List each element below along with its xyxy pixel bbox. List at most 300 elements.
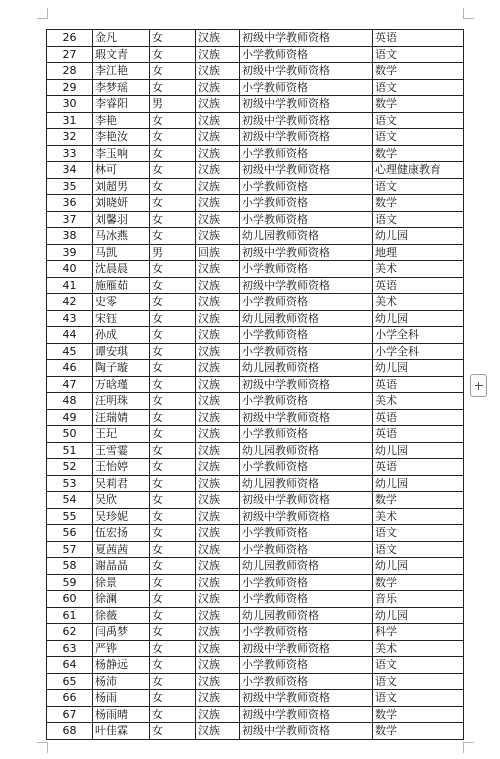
table-row — [47, 591, 464, 608]
row-number-cell: 46 — [47, 360, 93, 377]
qualification-cell: 初级中学教师资格 — [240, 277, 373, 294]
qualification-cell: 小学教师资格 — [240, 591, 373, 608]
qualification-cell: 幼儿园教师资格 — [240, 360, 373, 377]
name-cell: 刘馨羽 — [93, 211, 150, 228]
table-row — [47, 96, 464, 113]
table-row — [47, 409, 464, 426]
gender-cell: 女 — [150, 624, 196, 641]
table-row — [47, 508, 464, 525]
subject-cell: 数学 — [373, 63, 464, 80]
subject-cell: 语文 — [373, 211, 464, 228]
name-cell: 金凡 — [93, 30, 150, 47]
row-number-cell: 57 — [47, 541, 93, 558]
gender-cell: 女 — [150, 63, 196, 80]
table-row — [47, 244, 464, 261]
table-row — [47, 541, 464, 558]
row-number-cell: 54 — [47, 492, 93, 509]
subject-cell: 心理健康教育 — [373, 162, 464, 179]
qualification-cell: 小学教师资格 — [240, 211, 373, 228]
subject-cell: 语文 — [373, 690, 464, 707]
name-cell: 徐景 — [93, 574, 150, 591]
qualification-cell: 小学教师资格 — [240, 79, 373, 96]
gender-cell: 女 — [150, 558, 196, 575]
subject-cell: 音乐 — [373, 591, 464, 608]
subject-cell: 美术 — [373, 261, 464, 278]
name-cell: 谭安琪 — [93, 343, 150, 360]
name-cell: 夏茜茜 — [93, 541, 150, 558]
gender-cell: 女 — [150, 426, 196, 443]
subject-cell: 语文 — [373, 46, 464, 63]
name-cell: 刘超男 — [93, 178, 150, 195]
qualification-cell: 小学教师资格 — [240, 426, 373, 443]
gender-cell: 女 — [150, 79, 196, 96]
subject-cell: 语文 — [373, 673, 464, 690]
subject-cell: 科学 — [373, 624, 464, 641]
gender-cell: 女 — [150, 195, 196, 212]
name-cell: 史零 — [93, 294, 150, 311]
name-cell: 徐薇 — [93, 607, 150, 624]
qualification-cell: 幼儿园教师资格 — [240, 558, 373, 575]
ethnicity-cell: 汉族 — [196, 277, 240, 294]
table-row — [47, 525, 464, 542]
ethnicity-cell: 汉族 — [196, 426, 240, 443]
name-cell: 林可 — [93, 162, 150, 179]
subject-cell: 数学 — [373, 723, 464, 740]
table-row — [47, 690, 464, 707]
subject-cell: 数学 — [373, 195, 464, 212]
table-row — [47, 63, 464, 80]
qualification-cell: 小学教师资格 — [240, 178, 373, 195]
name-cell: 李艳 — [93, 112, 150, 129]
table-row — [47, 624, 464, 641]
subject-cell: 语文 — [373, 525, 464, 542]
name-cell: 万晗瑾 — [93, 376, 150, 393]
qualification-cell: 小学教师资格 — [240, 541, 373, 558]
row-number-cell: 53 — [47, 475, 93, 492]
name-cell: 杨静远 — [93, 657, 150, 674]
qualification-cell: 初级中学教师资格 — [240, 640, 373, 657]
gender-cell: 女 — [150, 46, 196, 63]
subject-cell: 幼儿园 — [373, 228, 464, 245]
row-number-cell: 55 — [47, 508, 93, 525]
subject-cell: 地理 — [373, 244, 464, 261]
gender-cell: 女 — [150, 129, 196, 146]
name-cell: 王怡婷 — [93, 459, 150, 476]
table-row — [47, 607, 464, 624]
row-number-cell: 28 — [47, 63, 93, 80]
ethnicity-cell: 汉族 — [196, 475, 240, 492]
row-number-cell: 50 — [47, 426, 93, 443]
ethnicity-cell: 汉族 — [196, 129, 240, 146]
name-cell: 伍宏扬 — [93, 525, 150, 542]
table-row — [47, 30, 464, 47]
ethnicity-cell: 汉族 — [196, 624, 240, 641]
name-cell: 谢晶晶 — [93, 558, 150, 575]
ethnicity-cell: 汉族 — [196, 376, 240, 393]
name-cell: 马凯 — [93, 244, 150, 261]
ethnicity-cell: 汉族 — [196, 459, 240, 476]
ethnicity-cell: 汉族 — [196, 96, 240, 113]
subject-cell: 美术 — [373, 508, 464, 525]
qualification-cell: 小学教师资格 — [240, 261, 373, 278]
table-row — [47, 294, 464, 311]
subject-cell: 数学 — [373, 96, 464, 113]
ethnicity-cell: 汉族 — [196, 195, 240, 212]
ethnicity-cell: 汉族 — [196, 228, 240, 245]
qualification-cell: 小学教师资格 — [240, 657, 373, 674]
table-row — [47, 145, 464, 162]
add-row-button[interactable] — [470, 374, 487, 397]
qualification-cell: 初级中学教师资格 — [240, 63, 373, 80]
qualification-cell: 小学教师资格 — [240, 343, 373, 360]
table-row — [47, 459, 464, 476]
qualification-cell: 幼儿园教师资格 — [240, 228, 373, 245]
gender-cell: 女 — [150, 541, 196, 558]
row-number-cell: 42 — [47, 294, 93, 311]
qualification-cell: 幼儿园教师资格 — [240, 310, 373, 327]
qualification-cell: 幼儿园教师资格 — [240, 607, 373, 624]
table-row — [47, 129, 464, 146]
row-number-cell: 29 — [47, 79, 93, 96]
row-number-cell: 27 — [47, 46, 93, 63]
qualification-cell: 小学教师资格 — [240, 673, 373, 690]
subject-cell: 幼儿园 — [373, 475, 464, 492]
table-row — [47, 706, 464, 723]
name-cell: 王雪霎 — [93, 442, 150, 459]
subject-cell: 幼儿园 — [373, 360, 464, 377]
subject-cell: 小学全科 — [373, 343, 464, 360]
subject-cell: 幼儿园 — [373, 607, 464, 624]
gender-cell: 女 — [150, 607, 196, 624]
row-number-cell: 52 — [47, 459, 93, 476]
table-row — [47, 442, 464, 459]
table-row — [47, 492, 464, 509]
row-number-cell: 49 — [47, 409, 93, 426]
gender-cell: 女 — [150, 30, 196, 47]
row-number-cell: 45 — [47, 343, 93, 360]
row-number-cell: 47 — [47, 376, 93, 393]
gender-cell: 男 — [150, 96, 196, 113]
qualification-cell: 小学教师资格 — [240, 393, 373, 410]
qualification-cell: 幼儿园教师资格 — [240, 475, 373, 492]
table-row — [47, 723, 464, 740]
gender-cell: 女 — [150, 442, 196, 459]
table-row — [47, 640, 464, 657]
ethnicity-cell: 汉族 — [196, 409, 240, 426]
subject-cell: 小学全科 — [373, 327, 464, 344]
row-number-cell: 44 — [47, 327, 93, 344]
row-number-cell: 68 — [47, 723, 93, 740]
subject-cell: 美术 — [373, 640, 464, 657]
qualification-cell: 初级中学教师资格 — [240, 690, 373, 707]
ethnicity-cell: 汉族 — [196, 112, 240, 129]
row-number-cell: 40 — [47, 261, 93, 278]
name-cell: 徐澜 — [93, 591, 150, 608]
gender-cell: 女 — [150, 310, 196, 327]
subject-cell: 英语 — [373, 277, 464, 294]
table-row — [47, 574, 464, 591]
gender-cell: 女 — [150, 640, 196, 657]
row-number-cell: 66 — [47, 690, 93, 707]
ethnicity-cell: 汉族 — [196, 79, 240, 96]
name-cell: 吴珍妮 — [93, 508, 150, 525]
ethnicity-cell: 回族 — [196, 244, 240, 261]
row-number-cell: 64 — [47, 657, 93, 674]
gender-cell: 女 — [150, 574, 196, 591]
gender-cell: 女 — [150, 261, 196, 278]
qualification-cell: 幼儿园教师资格 — [240, 442, 373, 459]
ethnicity-cell: 汉族 — [196, 360, 240, 377]
name-cell: 施雁茹 — [93, 277, 150, 294]
name-cell: 刘晓妍 — [93, 195, 150, 212]
name-cell: 叶佳霖 — [93, 723, 150, 740]
gender-cell: 女 — [150, 360, 196, 377]
gender-cell: 女 — [150, 591, 196, 608]
qualification-cell: 初级中学教师资格 — [240, 30, 373, 47]
name-cell: 杨雨晴 — [93, 706, 150, 723]
table-row — [47, 211, 464, 228]
row-number-cell: 39 — [47, 244, 93, 261]
qualification-cell: 小学教师资格 — [240, 327, 373, 344]
table-row — [47, 393, 464, 410]
qualification-cell: 小学教师资格 — [240, 624, 373, 641]
name-cell: 李玉响 — [93, 145, 150, 162]
row-number-cell: 59 — [47, 574, 93, 591]
gender-cell: 女 — [150, 492, 196, 509]
margin-corner-mark — [37, 742, 48, 753]
name-cell: 吴欣 — [93, 492, 150, 509]
name-cell: 李梦瑶 — [93, 79, 150, 96]
qualification-cell: 小学教师资格 — [240, 195, 373, 212]
table-row — [47, 195, 464, 212]
qualification-cell: 初级中学教师资格 — [240, 508, 373, 525]
qualification-cell: 初级中学教师资格 — [240, 376, 373, 393]
qualification-cell: 小学教师资格 — [240, 459, 373, 476]
qualification-cell: 小学教师资格 — [240, 574, 373, 591]
gender-cell: 女 — [150, 459, 196, 476]
qualification-cell: 初级中学教师资格 — [240, 706, 373, 723]
ethnicity-cell: 汉族 — [196, 327, 240, 344]
ethnicity-cell: 汉族 — [196, 541, 240, 558]
qualification-cell: 小学教师资格 — [240, 145, 373, 162]
subject-cell: 语文 — [373, 112, 464, 129]
subject-cell: 英语 — [373, 409, 464, 426]
ethnicity-cell: 汉族 — [196, 690, 240, 707]
subject-cell: 幼儿园 — [373, 558, 464, 575]
table-row — [47, 657, 464, 674]
row-number-cell: 65 — [47, 673, 93, 690]
gender-cell: 女 — [150, 690, 196, 707]
table-row — [47, 79, 464, 96]
subject-cell: 英语 — [373, 426, 464, 443]
row-number-cell: 43 — [47, 310, 93, 327]
ethnicity-cell: 汉族 — [196, 145, 240, 162]
ethnicity-cell: 汉族 — [196, 310, 240, 327]
row-number-cell: 61 — [47, 607, 93, 624]
name-cell: 杨沛 — [93, 673, 150, 690]
ethnicity-cell: 汉族 — [196, 294, 240, 311]
row-number-cell: 67 — [47, 706, 93, 723]
row-number-cell: 60 — [47, 591, 93, 608]
gender-cell: 女 — [150, 228, 196, 245]
gender-cell: 女 — [150, 277, 196, 294]
name-cell: 李艳汝 — [93, 129, 150, 146]
gender-cell: 女 — [150, 525, 196, 542]
ethnicity-cell: 汉族 — [196, 261, 240, 278]
qualification-cell: 小学教师资格 — [240, 46, 373, 63]
qualification-cell: 初级中学教师资格 — [240, 492, 373, 509]
table-row — [47, 360, 464, 377]
plus-icon — [478, 382, 479, 390]
gender-cell: 男 — [150, 244, 196, 261]
name-cell: 严铧 — [93, 640, 150, 657]
ethnicity-cell: 汉族 — [196, 492, 240, 509]
name-cell: 吴莉君 — [93, 475, 150, 492]
gender-cell: 女 — [150, 409, 196, 426]
table-row — [47, 673, 464, 690]
subject-cell: 语文 — [373, 657, 464, 674]
subject-cell: 语文 — [373, 178, 464, 195]
gender-cell: 女 — [150, 178, 196, 195]
gender-cell: 女 — [150, 327, 196, 344]
ethnicity-cell: 汉族 — [196, 607, 240, 624]
name-cell: 李江艳 — [93, 63, 150, 80]
gender-cell: 女 — [150, 723, 196, 740]
subject-cell: 数学 — [373, 706, 464, 723]
ethnicity-cell: 汉族 — [196, 178, 240, 195]
name-cell: 宋钰 — [93, 310, 150, 327]
qualification-cell: 小学教师资格 — [240, 294, 373, 311]
subject-cell: 数学 — [373, 145, 464, 162]
table-body — [47, 30, 464, 740]
ethnicity-cell: 汉族 — [196, 442, 240, 459]
name-cell: 杨雨 — [93, 690, 150, 707]
row-number-cell: 51 — [47, 442, 93, 459]
table-row — [47, 228, 464, 245]
gender-cell: 女 — [150, 376, 196, 393]
table-row — [47, 162, 464, 179]
qualification-cell: 初级中学教师资格 — [240, 409, 373, 426]
row-number-cell: 37 — [47, 211, 93, 228]
margin-corner-mark — [463, 742, 474, 753]
table-row — [47, 343, 464, 360]
gender-cell: 女 — [150, 657, 196, 674]
gender-cell: 女 — [150, 112, 196, 129]
row-number-cell: 48 — [47, 393, 93, 410]
ethnicity-cell: 汉族 — [196, 30, 240, 47]
name-cell: 汪瑞婧 — [93, 409, 150, 426]
qualification-cell: 初级中学教师资格 — [240, 162, 373, 179]
qualification-cell: 初级中学教师资格 — [240, 96, 373, 113]
gender-cell: 女 — [150, 706, 196, 723]
ethnicity-cell: 汉族 — [196, 723, 240, 740]
subject-cell: 数学 — [373, 574, 464, 591]
row-number-cell: 36 — [47, 195, 93, 212]
name-cell: 汪明珠 — [93, 393, 150, 410]
qualification-cell: 初级中学教师资格 — [240, 129, 373, 146]
name-cell: 陶子璇 — [93, 360, 150, 377]
ethnicity-cell: 汉族 — [196, 343, 240, 360]
gender-cell: 女 — [150, 508, 196, 525]
subject-cell: 语文 — [373, 541, 464, 558]
row-number-cell: 58 — [47, 558, 93, 575]
ethnicity-cell: 汉族 — [196, 591, 240, 608]
qualification-cell: 初级中学教师资格 — [240, 723, 373, 740]
margin-corner-mark — [37, 8, 48, 19]
ethnicity-cell: 汉族 — [196, 673, 240, 690]
subject-cell: 语文 — [373, 79, 464, 96]
gender-cell: 女 — [150, 294, 196, 311]
row-number-cell: 26 — [47, 30, 93, 47]
row-number-cell: 32 — [47, 129, 93, 146]
ethnicity-cell: 汉族 — [196, 640, 240, 657]
subject-cell: 幼儿园 — [373, 442, 464, 459]
qualification-cell: 初级中学教师资格 — [240, 112, 373, 129]
row-number-cell: 34 — [47, 162, 93, 179]
gender-cell: 女 — [150, 673, 196, 690]
margin-corner-mark — [463, 8, 474, 19]
table-row — [47, 277, 464, 294]
ethnicity-cell: 汉族 — [196, 211, 240, 228]
ethnicity-cell: 汉族 — [196, 706, 240, 723]
ethnicity-cell: 汉族 — [196, 525, 240, 542]
gender-cell: 女 — [150, 475, 196, 492]
row-number-cell: 63 — [47, 640, 93, 657]
table-row — [47, 327, 464, 344]
name-cell: 马冰燕 — [93, 228, 150, 245]
ethnicity-cell: 汉族 — [196, 162, 240, 179]
table-row — [47, 261, 464, 278]
ethnicity-cell: 汉族 — [196, 574, 240, 591]
qualification-cell: 小学教师资格 — [240, 525, 373, 542]
gender-cell: 女 — [150, 343, 196, 360]
teacher-roster-table — [46, 29, 464, 740]
row-number-cell: 30 — [47, 96, 93, 113]
name-cell: 闫禹梦 — [93, 624, 150, 641]
gender-cell: 女 — [150, 211, 196, 228]
ethnicity-cell: 汉族 — [196, 393, 240, 410]
gender-cell: 女 — [150, 393, 196, 410]
subject-cell: 英语 — [373, 30, 464, 47]
table-row — [47, 112, 464, 129]
subject-cell: 英语 — [373, 376, 464, 393]
name-cell: 孙成 — [93, 327, 150, 344]
table-row — [47, 178, 464, 195]
ethnicity-cell: 汉族 — [196, 657, 240, 674]
row-number-cell: 33 — [47, 145, 93, 162]
subject-cell: 英语 — [373, 459, 464, 476]
row-number-cell: 62 — [47, 624, 93, 641]
row-number-cell: 38 — [47, 228, 93, 245]
subject-cell: 美术 — [373, 294, 464, 311]
gender-cell: 女 — [150, 162, 196, 179]
table-row — [47, 558, 464, 575]
ethnicity-cell: 汉族 — [196, 558, 240, 575]
table-row — [47, 426, 464, 443]
table-row — [47, 376, 464, 393]
subject-cell: 幼儿园 — [373, 310, 464, 327]
ethnicity-cell: 汉族 — [196, 46, 240, 63]
qualification-cell: 初级中学教师资格 — [240, 244, 373, 261]
subject-cell: 美术 — [373, 393, 464, 410]
row-number-cell: 41 — [47, 277, 93, 294]
subject-cell: 数学 — [373, 492, 464, 509]
table-row — [47, 46, 464, 63]
gender-cell: 女 — [150, 145, 196, 162]
name-cell: 瑕文青 — [93, 46, 150, 63]
table-row — [47, 475, 464, 492]
ethnicity-cell: 汉族 — [196, 63, 240, 80]
